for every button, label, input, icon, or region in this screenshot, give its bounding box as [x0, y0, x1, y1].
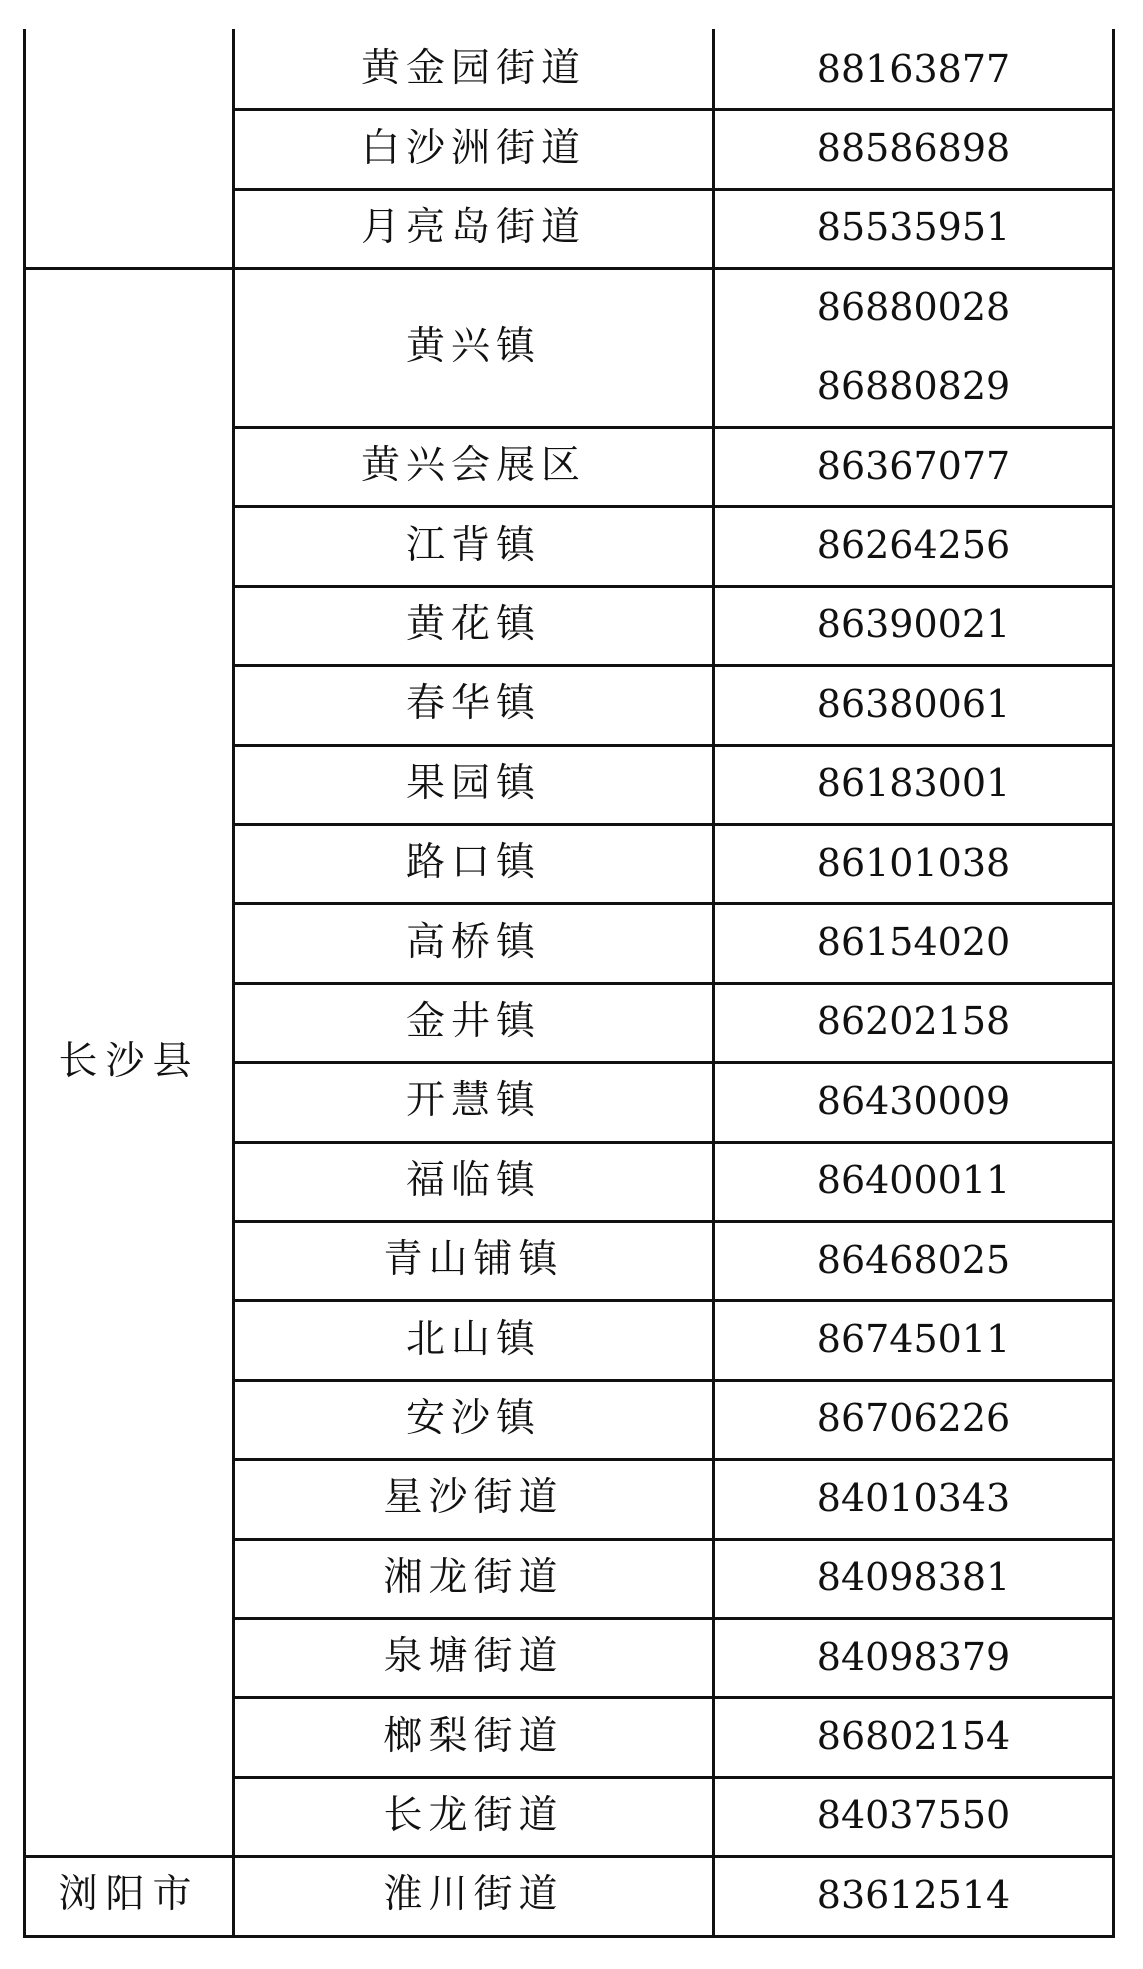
place-cell: 星沙街道: [383, 1475, 564, 1521]
place-cell: 黄花镇: [405, 601, 541, 647]
place-cell: 路口镇: [405, 840, 541, 886]
place-cell: 福临镇: [405, 1157, 541, 1203]
phone-cell: 86390021: [816, 602, 1011, 647]
place-cell: 金井镇: [405, 998, 541, 1044]
place-cell: 安沙镇: [405, 1395, 541, 1441]
phone-cell: 86367077: [816, 443, 1011, 488]
place-cell: 榔梨街道: [383, 1713, 564, 1759]
phone-cell: 84098379: [816, 1634, 1011, 1679]
contact-table: [23, 29, 1115, 1945]
place-cell: 高桥镇: [405, 919, 541, 965]
place-cell: 江背镇: [405, 522, 541, 568]
phone-cell: 86880028: [816, 284, 1011, 329]
place-cell: 月亮岛街道: [360, 204, 586, 250]
phone-cell: 86706226: [816, 1396, 1011, 1441]
phone-cell: 86202158: [816, 999, 1011, 1044]
phone-cell: 85535951: [816, 205, 1011, 250]
phone-cell: 86380061: [816, 681, 1011, 726]
phone-cell: 88163877: [816, 46, 1011, 91]
county-cell: 浏阳市: [58, 1872, 200, 1918]
table-bottom-border: [23, 1935, 1115, 1938]
phone-cell: 86264256: [816, 523, 1011, 568]
place-cell: 果园镇: [405, 760, 541, 806]
place-cell: 黄金园街道: [360, 46, 586, 92]
phone-cell: 83612514: [816, 1872, 1011, 1917]
county-cell: 长沙县: [58, 1038, 200, 1084]
phone-cell: 86183001: [816, 761, 1011, 806]
phone-cell: 84010343: [816, 1475, 1011, 1520]
phone-cell: 84037550: [816, 1793, 1011, 1838]
phone-cell: 86101038: [816, 840, 1011, 885]
place-cell: 白沙洲街道: [360, 125, 586, 171]
phone-cell: 86154020: [816, 920, 1011, 965]
county-cell: [26, 29, 232, 267]
phone-cell: 86468025: [816, 1237, 1011, 1282]
phone-cell: 84098381: [816, 1555, 1011, 1600]
phone-cell: 86802154: [816, 1714, 1011, 1759]
place-cell: 青山铺镇: [383, 1237, 564, 1283]
phone-cell: 86880829: [816, 364, 1011, 409]
place-cell: 开慧镇: [405, 1078, 541, 1124]
place-cell: 黄兴镇: [405, 324, 541, 370]
place-cell: 黄兴会展区: [360, 443, 586, 489]
phone-cell: 86745011: [816, 1317, 1011, 1362]
place-cell: 北山镇: [405, 1316, 541, 1362]
place-cell: 长龙街道: [383, 1792, 564, 1838]
place-cell: 春华镇: [405, 681, 541, 727]
phone-cell: 88586898: [816, 126, 1011, 171]
place-cell: 泉塘街道: [383, 1634, 564, 1680]
place-cell: 湘龙街道: [383, 1554, 564, 1600]
phone-cell: 86400011: [816, 1158, 1011, 1203]
place-cell: 淮川街道: [383, 1872, 564, 1918]
phone-cell: 86430009: [816, 1078, 1011, 1123]
